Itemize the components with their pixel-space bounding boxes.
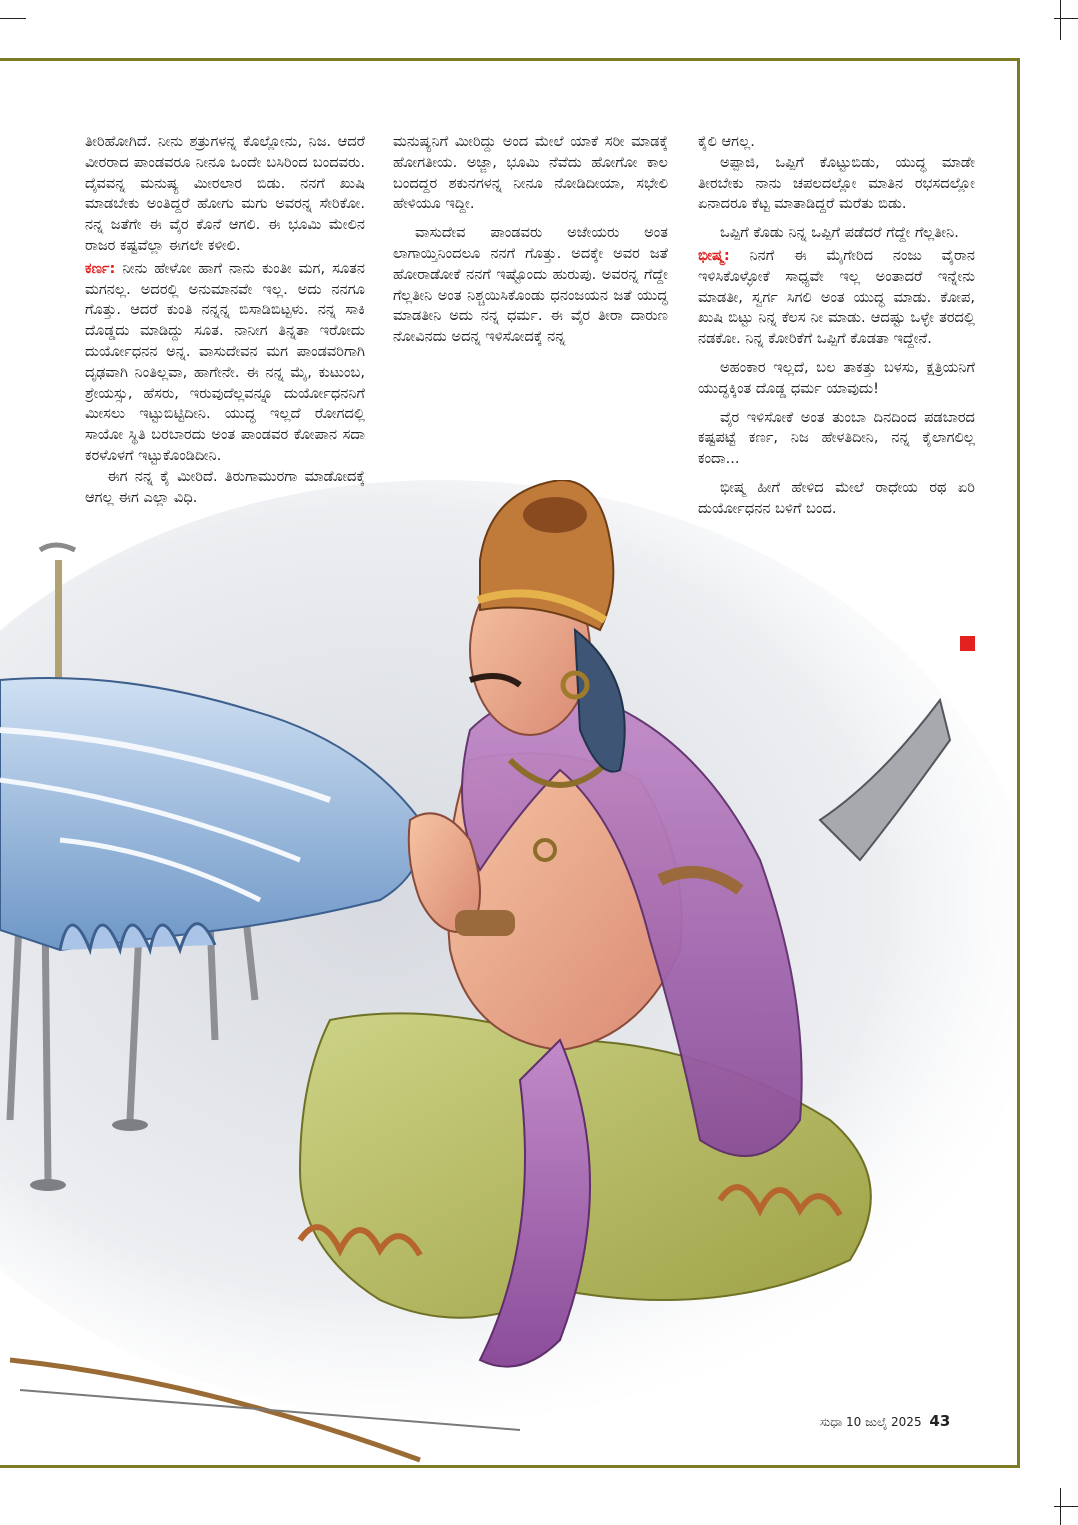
paragraph: ಈಗ ನನ್ನ ಕೈ ಮೀರಿದೆ. ತಿರುಗಾಮುರಗಾ ಮಾಡೋದಕ್ಕೆ ಆಗಲ್ಲ ಈಗ ಎಲ್ಲಾ ವಿಧಿ. (85, 467, 365, 506)
text-column-1 (85, 132, 365, 508)
crop-mark (1060, 0, 1061, 40)
paragraph: ಅಹಂಕಾರ ಇಲ್ಲದೆ, ಬಲ ತಾಕತ್ತು ಬಳಸು, ಕ್ಷತ್ರಿಯನಿಗೆ ಯುದ್ಧಕ್ಕಿಂತ ದೊಡ್ಡ ಧರ್ಮ ಯಾವುದು! (698, 358, 975, 397)
paragraph: ವೈರ ಇಳಿಸೋಕೆ ಅಂತ ತುಂಬಾ ದಿನದಿಂದ ಪಡಬಾರದ ಕಷ್ಟಪಟ್ಟೆ ಕರ್ಣ, ನಿಜ ಹೇಳತಿದೀನಿ, ನನ್ನ ಕೈಲಾಗಲಿಲ್ಲ ಕಂದಾ... (698, 408, 975, 468)
issue-label: ಸುಧಾ 10 ಜುಲೈ 2025 (820, 1415, 922, 1429)
dialogue-paragraph (85, 259, 365, 467)
text-column-2 (393, 132, 668, 348)
karna-bhishma-illustration (0, 480, 1015, 1463)
speaker-label: ಭೀಷ್ಮ: (698, 246, 730, 264)
paragraph: ಒಪ್ಪಿಗೆ ಕೊಡು ನಿನ್ನ ಒಪ್ಪಿಗೆ ಪಡೆದರೆ ಗೆದ್ದೇ ಗೆಲ್ಲತೀನಿ. (720, 224, 959, 242)
page-footer (820, 1412, 950, 1430)
text-column-3 (698, 132, 975, 520)
dialogue-paragraph (698, 246, 975, 350)
speaker-label: ಕರ್ಣ: (85, 259, 116, 277)
dialogue-text: ನೀನು ಹೇಳೋ ಹಾಗೆ ನಾನು ಕುಂತೀ ಮಗ, ಸೂತನ ಮಗನಲ್ಲ. ಅದರಲ್ಲಿ ಅನುಮಾನವೇ ಇಲ್ಲ. ಅದು ನನಗೂ ಗೊತ್ತು. ಆದರೆ ಕುಂತಿ ನನ್ನನ್ನ ಬಿಸಾಡಿಬಿಟ್ಟಳು. ನನ್ನ ಸಾಕಿ ದೊಡ್ಡದು ಮಾಡಿದ್ದು ಸೂತ. ನಾನೀಗ ತಿನ್ನತಾ ಇರೋದು ದುರ್ಯೋಧನನ ಅನ್ನ. ವಾಸುದೇವನ ಮಗ ಪಾಂಡವರಿಗಾಗಿ ದೃಢವಾಗಿ ನಿಂತಿಲ್ಲವಾ, ಹಾಗೇನೇ. ಈ ನನ್ನ ಮೈ, ಕುಟುಂಬ, ಶ್ರೇಯಸ್ಸು, ಹೆಸರು, ಇರುವುದೆಲ್ಲವನ್ನೂ ದುರ್ಯೋಧನನಿಗೆ ಮೀಸಲು ಇಟ್ಟುಬಿಟ್ಟಿದೀನಿ. ಯುದ್ಧ ಇಲ್ಲದೆ ರೋಗದಲ್ಲಿ ಸಾಯೋ ಸ್ಥಿತಿ ಬರಬಾರದು ಅಂತ ಪಾಂಡವರ ಕೋಪಾನ ಸದಾ ಕರಳೊಳಗೆ ಇಟ್ಟುಕೊಂಡಿದೀನಿ. (85, 259, 365, 464)
article-end-mark (960, 636, 975, 651)
crop-mark (1054, 1506, 1078, 1507)
paragraph: ಅಪ್ಪಾಜಿ, ಒಪ್ಪಿಗೆ ಕೊಟ್ಟುಬಿಡು, ಯುದ್ಧ ಮಾಡೇ ತೀರಬೇಕು ನಾನು ಚಪಲದಲ್ಲೋ ಮಾತಿನ ರಭಸದಲ್ಲೋ ಏನಾದರೂ ಕೆಟ್ಟ ಮಾತಾಡಿದ್ದರೆ ಮರೆತು ಬಿಡು. (698, 153, 975, 213)
crop-mark (0, 18, 26, 19)
page-number: 43 (929, 1412, 951, 1430)
frame-right-border (1017, 58, 1020, 1468)
frame-bottom-border (0, 1465, 1020, 1468)
frame-top-border (0, 58, 1020, 61)
paragraph: ಮನುಷ್ಯನಿಗೆ ಮೀರಿದ್ದು ಅಂದ ಮೇಲೆ ಯಾಕೆ ಸರೀ ಮಾಡಕ್ಕೆ ಹೋಗತೀಯ. ಅಜ್ಜಾ, ಭೂಮಿ ನೆವೆದು ಹೋಗೋ ಕಾಲ ಬಂದದ್ದರ ಶಕುನಗಳನ್ನ ನೀನೂ ನೋಡಿದೀಯಾ, ಸಭೇಲಿ ಹೇಳಿಯೂ ಇದ್ದೀ. (393, 133, 668, 213)
paragraph: ಭೀಷ್ಮ ಹೀಗೆ ಹೇಳಿದ ಮೇಲೆ ರಾಧೇಯ ರಥ ಏರಿ ದುರ್ಯೋಧನನ ಬಳಿಗೆ ಬಂದ. (698, 478, 975, 517)
paragraph: ಕೈಲಿ ಆಗಲ್ಲ. (698, 133, 755, 150)
crop-mark (1060, 1488, 1061, 1525)
dialogue-text: ನಿನಗೆ ಈ ಮೈಗೇರಿದ ನಂಜು ವೈರಾನ ಇಳಿಸಿಕೊಳ್ಳೋಕೆ ಸಾಧ್ಯವೇ ಇಲ್ಲ ಅಂತಾದರೆ ಇನ್ನೇನು ಮಾಡತೀ, ಸ್ವರ್ಗ ಸಿಗಲಿ ಅಂತ ಯುದ್ಧ ಮಾಡು. ಕೋಪ, ಖುಷಿ ಬಿಟ್ಟು ನಿನ್ನ ಕೆಲಸ ನೀ ಮಾಡು. ಆದಷ್ಟು ಒಳ್ಳೇ ತರದಲ್ಲಿ ನಡಕೋ. ನಿನ್ನ ಕೋರಿಕೆಗೆ ಒಪ್ಪಿಗೆ ಕೊಡತಾ ಇದ್ದೇನೆ. (698, 246, 976, 348)
crop-mark (1054, 18, 1078, 19)
paragraph: ತೀರಿಹೋಗಿದೆ. ನೀನು ಶತ್ರುಗಳನ್ನ ಕೊಲ್ಲೋನು, ನಿಜ. ಆದರೆ ವೀರರಾದ ಪಾಂಡವರೂ ನೀನೂ ಒಂದೇ ಬಸಿರಿಂದ ಬಂದವರು. ದೈವವನ್ನ ಮನುಷ್ಯ ಮೀರಲಾರ ಬಿಡು. ನನಗೆ ಖುಷಿ ಮಾಡಬೇಕು ಅಂತಿದ್ದರೆ ಹೋಗು ಮಗು ಅವರನ್ನ ಸೇರಿಕೋ. ನನ್ನ ಜತೆಗೇ ಈ ವೈರ ಕೊನೆ ಆಗಲಿ. ಈ ಭೂಮಿ ಮೇಲಿನ ರಾಜರ ಕಷ್ಟವೆಲ್ಲಾ ಈಗಲೇ ಕಳೀಲಿ. (85, 133, 365, 254)
paragraph: ವಾಸುದೇವ ಪಾಂಡವರು ಅಜೇಯರು ಅಂತ ಲಾಗಾಯ್ತಿನಿಂದಲೂ ನನಗೆ ಗೊತ್ತು. ಅದಕ್ಕೇ ಅವರ ಜತೆ ಹೋರಾಡೋಕೆ ನನಗೆ ಇಷ್ಟೊಂದು ಹುರುಪು. ಅವರನ್ನ ಗೆದ್ದೇ ಗೆಲ್ಲತೀನಿ ಅಂತ ನಿಶ್ಚಯಿಸಿಕೊಂಡು ಧನಂಜಯನ ಜತೆ ಯುದ್ಧ ಮಾಡತೀನಿ ಅದು ನನ್ನ ಧರ್ಮ. ಈ ವೈರ ತೀರಾ ದಾರುಣ ನೋವಿನದು ಅದನ್ನ ಇಳಿಸೋದಕ್ಕೆ ನನ್ನ (393, 224, 668, 346)
